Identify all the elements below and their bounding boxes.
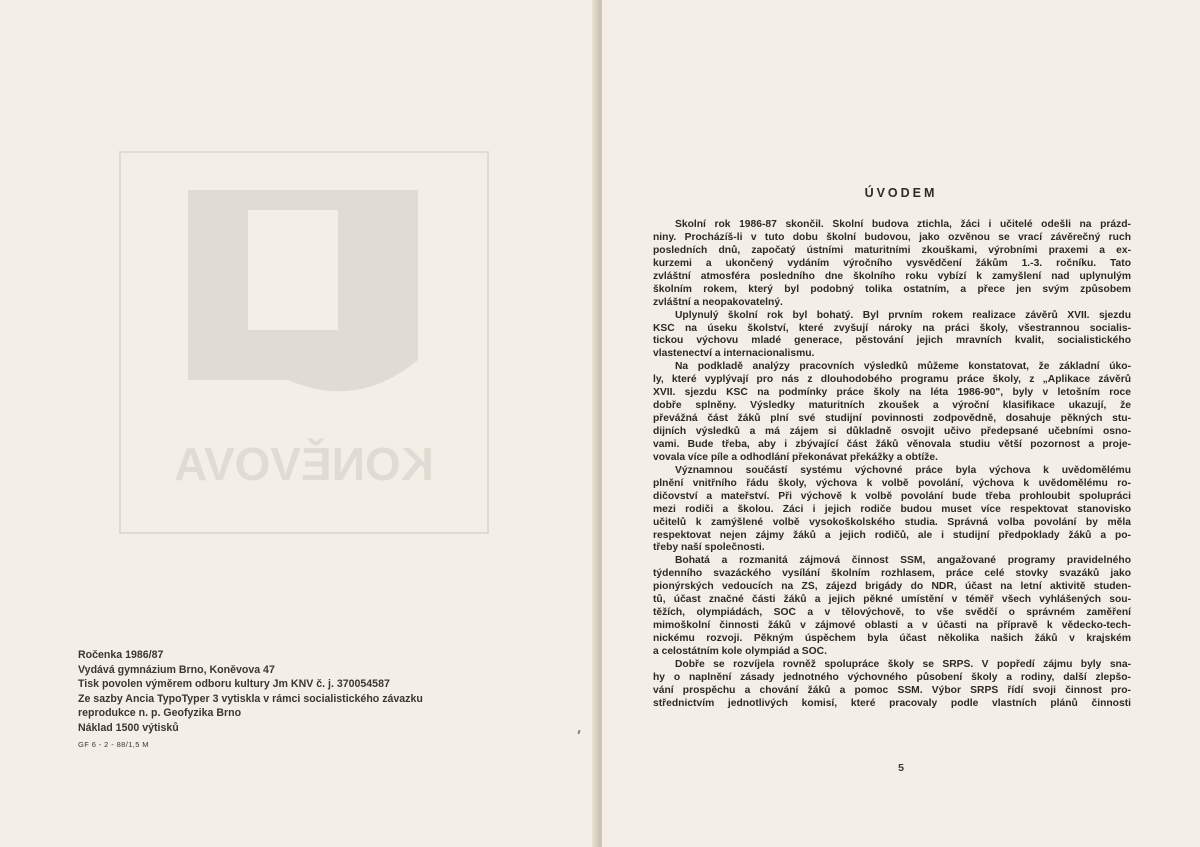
body-line: kurzemi a ukončený vydáním výročního vysvědčení žákům 1.-3. ročníku. Tato <box>653 257 1131 269</box>
body-line: hy o naplnění zásady jednotného výchovného působení školy a rodiny, další zlepšo- <box>653 671 1131 683</box>
body-line: vlastenectví a internacionalismu. <box>653 348 815 360</box>
body-text <box>653 219 1131 711</box>
body-line: posledních dnů, započatý ústními maturitními zkouškami, výrobními praxemi a ex- <box>653 244 1131 256</box>
svg-text:KONĚVOVA: KONĚVOVA <box>174 438 434 490</box>
body-line: zvláštní atmosféra posledního dne školního roku vybízí k zamyšlení nad uplynulým <box>653 270 1131 282</box>
body-line: střednictvím jednotlivých komisí, které pracovaly podle vlastních plánů činnosti <box>653 697 1131 709</box>
body-line: dijních výsledků a má zájem si důkladně osvojit učivo předepsané učebními osno- <box>653 426 1131 437</box>
page-number: 5 <box>898 762 904 774</box>
imprint-block <box>78 648 498 751</box>
imprint-line: Ze sazby Ancia TypoTyper 3 vytiskla v rámci socialistického závazku <box>78 692 423 705</box>
body-line: tickou výchovu mladé generace, pěstování jejich mravních kvalit, socialistického <box>653 335 1131 347</box>
body-line: respektovat nejen zájmy žáků a jejich rodičů, ale i studijní předpoklady žáků a po- <box>653 529 1131 541</box>
body-line: KSČ na úseku školství, které zvyšují nároky na práci školy, všestrannou socialis- <box>653 322 1131 334</box>
body-line: XVII. sjezdu KSČ na podmínky práce školy na léta 1986-90", byly v letošním roce <box>653 387 1131 399</box>
body-line: ly, které vyplývají pro nás z dlouhodobého programu práce školy, z „Aplikace závěrů <box>653 374 1131 386</box>
body-line: Významnou součástí systému výchovné práce byla výchova k uvědomělému <box>675 464 1131 476</box>
body-line: a celostátním kole olympiád a SOČ. <box>653 645 827 657</box>
body-line: týdenního svazáckého vysílání školním rozhlasem, práce celé stovky svazáků jako <box>653 568 1131 580</box>
body-line: převážná část žáků plní své studijní povinnosti zodpovědně, dosahuje pěkných stu- <box>653 413 1131 425</box>
body-line: Bohatá a rozmanitá zájmová činnost SSM, angažované programy pravidelného <box>675 555 1131 567</box>
body-line: dičovství a mateřství. Při výchově k volbě povolání bude třeba prohloubit spolupráci <box>653 490 1131 502</box>
body-line: vání prospěchu a chování žáků a pomoc SSM. Výbor SRPŠ řídí svoji činnost pro- <box>653 684 1131 696</box>
imprint-line: Náklad 1500 výtisků <box>78 721 179 734</box>
body-line: nickému rozvoji. Pěkným úspěchem byla účast několika našich žáků v krajském <box>653 633 1131 644</box>
body-line: niny. Procházíš-li v tuto dobu školní budovou, jako ozvěnou se vrací závěrečný ruch <box>653 231 1131 243</box>
imprint-line: Ročenka 1986/87 <box>78 649 164 661</box>
body-line: vami. Bude třeba, aby i zbývající část žáků věnovala studiu větší pozornost a proje- <box>653 438 1131 450</box>
body-line: tů, účast značné části žáků a jejich pěkné umístění v téměř všech vyhlášených sou- <box>653 594 1131 606</box>
imprint-line: Tisk povolen výměrem odboru kultury Jm KNV č. j. 370054587 <box>78 678 390 691</box>
body-line: mezi rodiči a školou. Žáci i jejich rodiče budou muset více respektovat stanovisko <box>653 503 1131 515</box>
body-line: Dobře se rozvíjela rovněž spolupráce školy se SRPŠ. V popředí zájmu byly sna- <box>675 658 1131 670</box>
body-line: dobře splněny. Výsledky maturitních zkoušek a výroční klasifikace ukazují, že <box>653 400 1131 412</box>
body-line: školním rokem, který byl podobný tolika ostatním, a přece jen svým způsobem <box>653 283 1131 295</box>
print-code: GF 6 - 2 - 88/1,5 M <box>78 739 149 749</box>
body-line: plnění vnitřního řádu školy, výchova k volbě povolání, výchova k uvědomělému ro- <box>653 477 1131 489</box>
cover-show-through <box>118 150 490 535</box>
left-page <box>0 0 598 847</box>
imprint-line: reprodukce n. p. Geofyzika Brno <box>78 707 242 720</box>
cover-logo-ghost <box>118 150 490 535</box>
body-line: mimoškolní činnosti žáků v zájmové oblasti a v účasti na přípravě k vědecko-tech- <box>653 620 1131 632</box>
body-line: těžích, olympiádách, SOČ a v tělovýchově, to vše svědčí o správném zaměření <box>653 607 1131 619</box>
body-line: třeby naší společnosti. <box>653 542 765 554</box>
body-line: učitelů k zamýšlené volbě vysokoškolského studia. Správná volba povolání by měla <box>653 516 1131 528</box>
body-line: Školní rok 1986-87 skončil. Školní budova ztichla, žáci i učitelé odešli na prázd- <box>675 219 1131 230</box>
body-line: vovala více píle a odhodlání překonávat překážky a obtíže. <box>653 451 938 463</box>
body-line: pionýrských vedoucích na ZŠ, zájezd brigády do NDR, účast na letní aktivitě studen- <box>653 581 1131 593</box>
imprint-line: Vydává gymnázium Brno, Koněvova 47 <box>78 663 275 676</box>
body-line: zvláštní a neopakovatelný. <box>653 296 783 308</box>
body-line: Na podkladě analýzy pracovních výsledků můžeme konstatovat, že základní úko- <box>675 361 1131 373</box>
body-line: Uplynulý školní rok byl bohatý. Byl prvním rokem realizace závěrů XVII. sjezdu <box>675 309 1131 321</box>
chapter-heading: ÚVODEM <box>864 186 938 200</box>
